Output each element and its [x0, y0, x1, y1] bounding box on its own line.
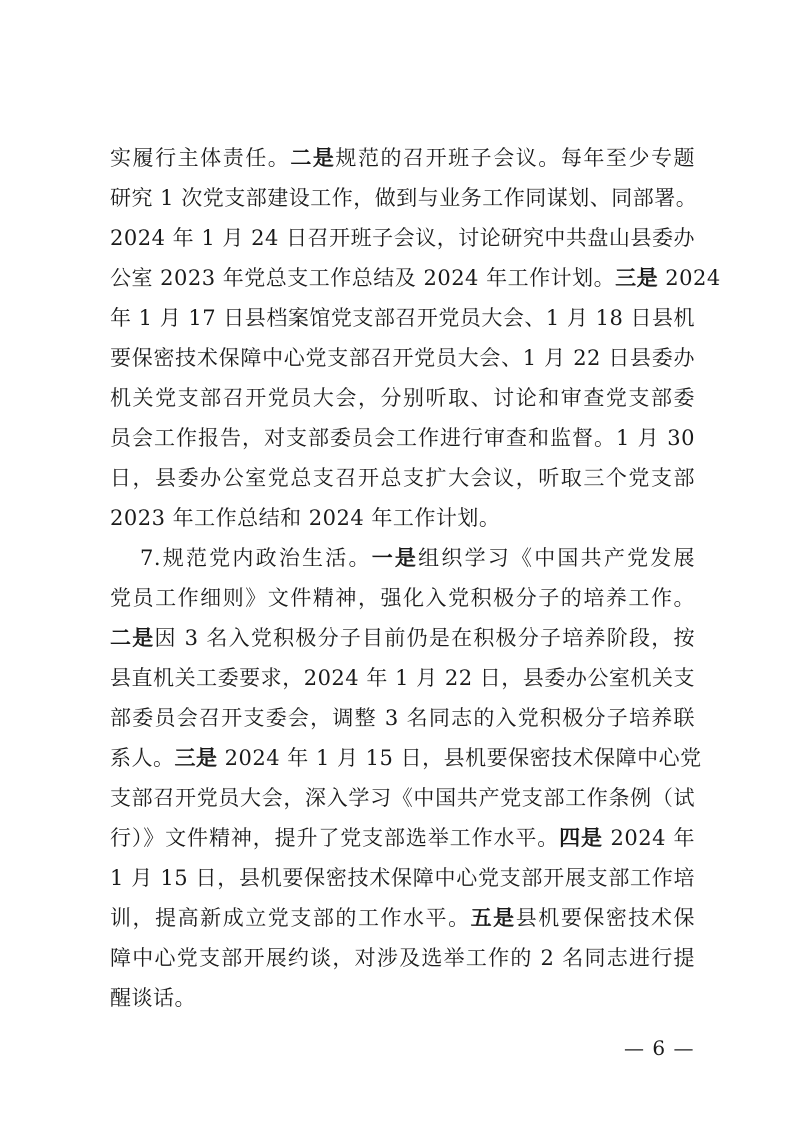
text-line	[110, 858, 695, 898]
text-run: 组织学习《中国共产党发展	[418, 546, 696, 570]
text-run: 2024 年	[602, 826, 696, 850]
text-line	[110, 178, 698, 218]
text-line	[110, 658, 695, 698]
emphasis-text: 四是	[559, 826, 603, 850]
emphasis-text: 二是	[110, 626, 155, 650]
text-line	[110, 218, 695, 258]
text-run: 障中心党支部开展约谈，对涉及选举工作的 2 名同志进行提	[110, 946, 695, 970]
document-body	[110, 138, 721, 1018]
text-run: 部委员会召开支委会，调整 3 名同志的入党积极分子培养联	[110, 706, 695, 730]
text-run: 规范的召开班子会议。每年至少专题	[335, 146, 696, 170]
text-run: 支部召开党员大会，深入学习《中国共产党支部工作条例（试	[110, 786, 695, 810]
text-run: 员会工作报告，对支部委员会工作进行审查和监督。1 月 30	[110, 426, 695, 450]
text-line	[110, 378, 695, 418]
text-line	[110, 618, 695, 658]
text-line	[110, 578, 695, 618]
text-line	[110, 258, 721, 298]
text-line	[110, 778, 695, 818]
emphasis-text: 三是	[174, 746, 218, 770]
text-line	[110, 418, 695, 458]
paragraph-2	[110, 538, 702, 1018]
text-run: 2024 年 1 月 15 日，县机要保密技术保障中心党	[217, 746, 702, 770]
text-run: 2024 年 1 月 24 日召开班子会议，讨论研究中共盘山县委办	[110, 226, 695, 250]
text-run: 日，县委办公室党总支召开总支扩大会议，听取三个党支部	[110, 466, 695, 490]
paragraph-1	[110, 138, 721, 538]
text-line	[110, 698, 695, 738]
text-line	[110, 898, 695, 938]
text-run: 要保密技术保障中心党支部召开党员大会、1 月 22 日县委办	[110, 346, 695, 370]
text-line	[110, 138, 695, 178]
text-run: 实履行主体责任。	[110, 146, 291, 170]
text-line	[110, 938, 695, 978]
text-line	[110, 738, 702, 778]
emphasis-text: 五是	[470, 906, 516, 930]
text-run: 醒谈话。	[110, 986, 196, 1010]
text-run: 训，提高新成立党支部的工作水平。	[110, 906, 471, 930]
text-line	[110, 498, 695, 538]
text-run: 行）》文件精神，提升了党支部选举工作水平。	[110, 826, 560, 850]
text-run: 1 月 15 日，县机要保密技术保障中心党支部开展支部工作培	[110, 866, 695, 890]
text-line	[110, 338, 695, 378]
text-run: 机关党支部召开党员大会，分别听取、讨论和审查党支部委	[110, 386, 695, 410]
text-run: 系人。	[110, 746, 175, 770]
text-line	[110, 298, 695, 338]
text-run: 县机要保密技术保	[515, 906, 696, 930]
emphasis-text: 一是	[371, 546, 419, 570]
text-run: 7.规范党内政治生活。	[140, 546, 372, 570]
text-run: 研究 1 次党支部建设工作，做到与业务工作同谋划、同部署。	[110, 186, 698, 210]
text-line	[110, 538, 695, 578]
text-run: 县直机关工委要求，2024 年 1 月 22 日，县委办公室机关支	[110, 666, 695, 690]
text-run: 年 1 月 17 日县档案馆党支部召开党员大会、1 月 18 日县机	[110, 306, 695, 330]
text-run: 2023 年工作总结和 2024 年工作计划。	[110, 506, 501, 530]
page-number: — 6 —	[624, 1036, 695, 1060]
text-line	[110, 818, 695, 858]
text-run: 因 3 名入党积极分子目前仍是在积极分子培养阶段，按	[154, 626, 695, 650]
text-run: 党员工作细则》文件精神，强化入党积极分子的培养工作。	[110, 586, 695, 610]
text-run: 公室 2023 年党总支工作总结及 2024 年工作计划。	[110, 266, 616, 290]
text-run: 2024	[658, 266, 721, 290]
text-line	[110, 458, 695, 498]
emphasis-text: 三是	[615, 266, 659, 290]
emphasis-text: 二是	[290, 146, 336, 170]
text-line	[110, 978, 695, 1018]
